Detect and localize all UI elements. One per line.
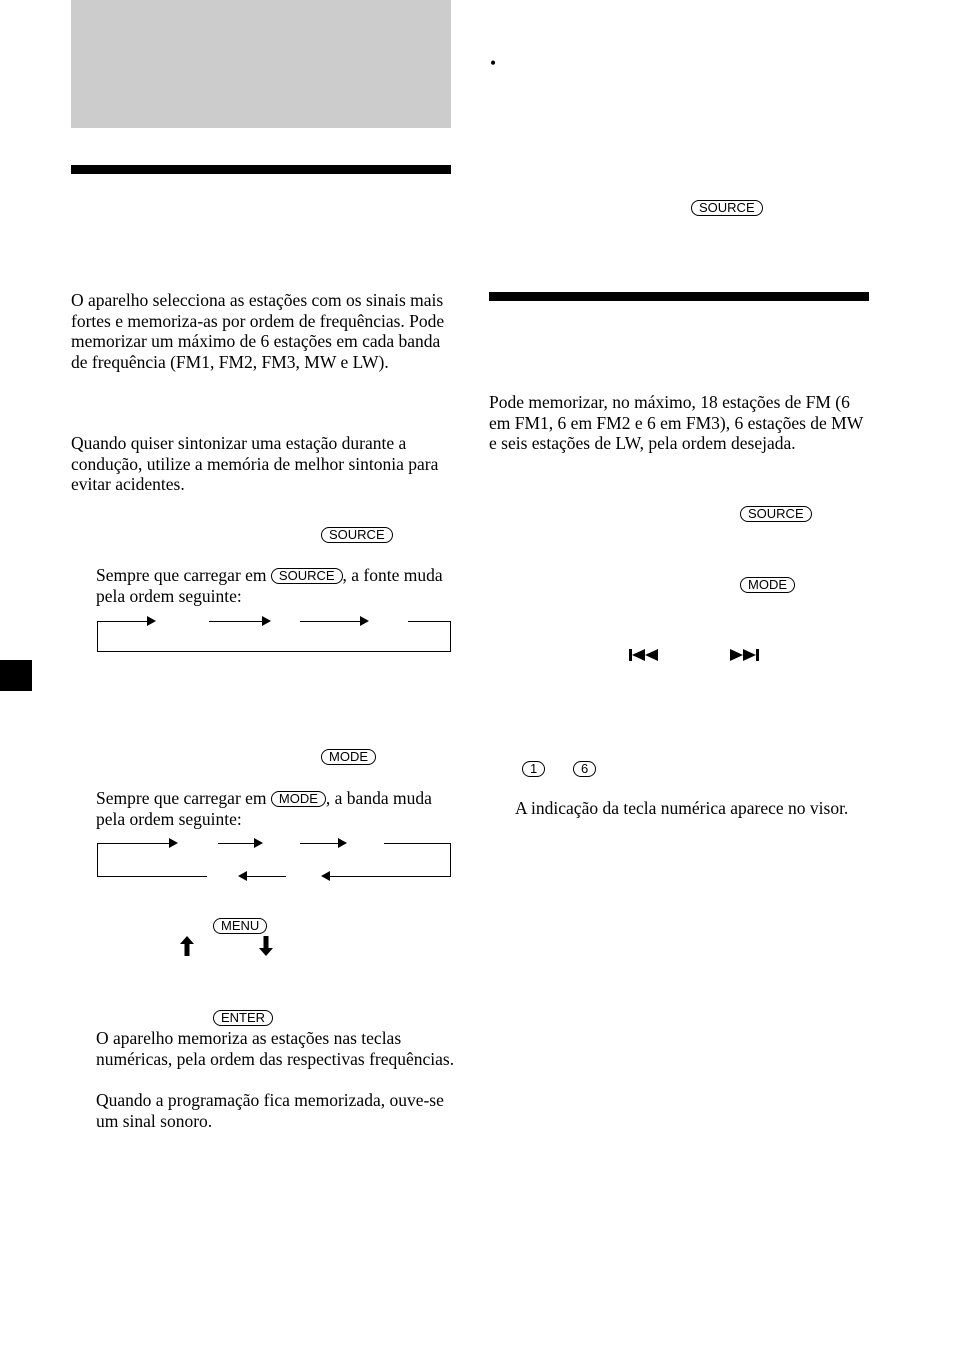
source-button-tip[interactable]: SOURCE — [691, 200, 763, 216]
step4-beep-note: Quando a programação fica memorizada, ouve-se um sinal sonoro. — [96, 1090, 444, 1131]
diagram-arrow-right — [218, 843, 261, 844]
source-button[interactable]: SOURCE — [321, 527, 393, 543]
manual-memory-intro: Pode memorizar, no máximo, 18 estações de FM (6 em FM1, 6 em FM2 e 6 em FM3), 6 estações de MW e seis estações de LW, pela ordem desejada. — [489, 392, 863, 453]
diagram-arrow-right — [300, 621, 367, 622]
step1-text-before: Sempre que carregar em — [96, 565, 267, 585]
diagram-arrow-left — [240, 876, 286, 877]
diagram-line — [384, 843, 451, 844]
previous-track-icon[interactable] — [629, 648, 663, 662]
mode-button[interactable]: MODE — [321, 749, 376, 765]
arrow-up-icon[interactable] — [179, 936, 195, 956]
diagram-line — [97, 876, 207, 877]
diagram-arrow-right — [209, 621, 269, 622]
step2-text-after: , a banda muda pela ordem seguinte: — [96, 788, 432, 829]
step1-description — [96, 565, 456, 606]
section-rule-left — [71, 165, 451, 174]
diagram-arrow-right — [97, 621, 154, 622]
diagram-line — [450, 843, 451, 877]
diagram-line — [450, 621, 451, 652]
intro-paragraph: O aparelho selecciona as estações com os sinais mais fortes e memoriza-as por ordem de frequências. Pode memorizar um máximo de 6 estações em cada banda de frequência (FM1, FM2, FM3, MW e LW). — [71, 290, 445, 372]
section-rule-right — [489, 292, 869, 301]
enter-button[interactable]: ENTER — [213, 1010, 273, 1026]
arrow-down-icon[interactable] — [258, 936, 274, 956]
diagram-arrow-right — [97, 843, 176, 844]
menu-button[interactable]: MENU — [213, 918, 267, 934]
mode-button-inline[interactable]: MODE — [271, 791, 326, 807]
step2-text-before: Sempre que carregar em — [96, 788, 267, 808]
step4-result: O aparelho memoriza as estações nas teclas numéricas, pela ordem das respectivas frequências. — [96, 1028, 455, 1069]
driving-note: Quando quiser sintonizar uma estação durante a condução, utilize a memória de melhor sintonia para evitar acidentes. — [71, 433, 439, 494]
source-button-inline[interactable]: SOURCE — [271, 568, 343, 584]
number-key-1[interactable]: 1 — [522, 761, 545, 777]
step2-description — [96, 788, 456, 829]
diagram-arrow-right — [300, 843, 345, 844]
step1-text-after: , a fonte muda pela ordem seguinte: — [96, 565, 443, 606]
source-button-right[interactable]: SOURCE — [740, 506, 812, 522]
section-header-box — [71, 0, 451, 128]
diagram-line — [97, 843, 98, 877]
diagram-line — [97, 621, 98, 652]
number-key-6[interactable]: 6 — [573, 761, 596, 777]
page-side-tab — [0, 660, 32, 691]
number-indication-note: A indicação da tecla numérica aparece no visor. — [515, 798, 849, 818]
diagram-arrow-left — [323, 876, 451, 877]
diagram-line — [97, 651, 451, 652]
bullet: • — [490, 53, 497, 73]
next-track-icon[interactable] — [730, 648, 764, 662]
diagram-line — [408, 621, 451, 622]
mode-button-right[interactable]: MODE — [740, 577, 795, 593]
